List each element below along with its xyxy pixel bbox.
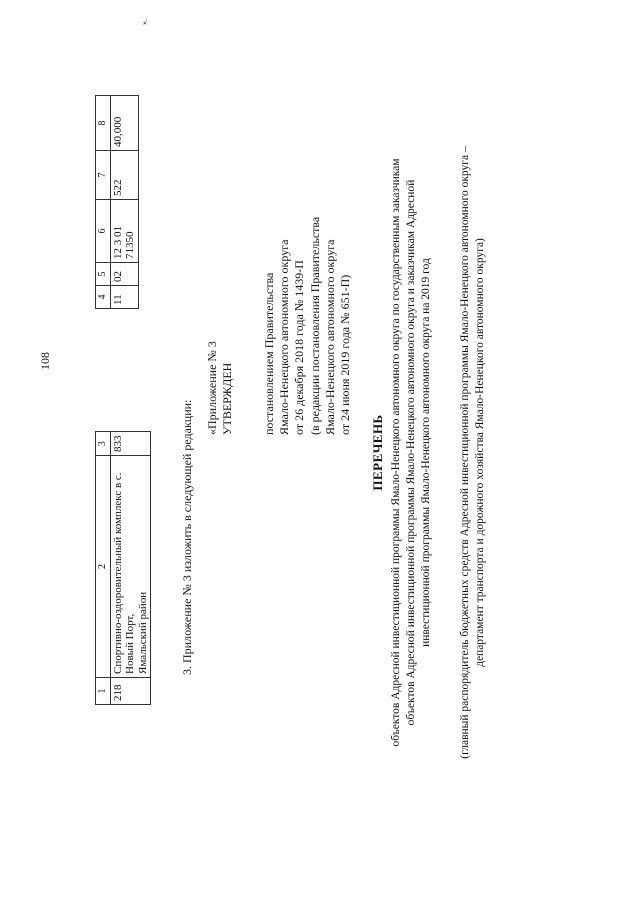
decree-line: Ямало-Ненецкого автономного округа (322, 239, 337, 435)
value-cell: 522 (110, 151, 138, 200)
table-row (110, 432, 151, 705)
objects-table-part2 (95, 95, 139, 309)
header-cell: 5 (96, 263, 111, 286)
table-header-row (96, 96, 111, 309)
amendment-instruction: 3. Приложение № 3 изложить в следующей редакции: (180, 399, 194, 675)
document-title: ПЕРЕЧЕНЬ (370, 414, 385, 491)
header-cell: 2 (96, 456, 111, 678)
header-cell: 7 (96, 151, 111, 200)
table-header-row (96, 432, 111, 705)
header-cell: 6 (96, 200, 111, 263)
object-district-line: Ямальский район (136, 591, 149, 674)
page-number: 108 (38, 352, 52, 370)
note-line: департамент транспорта и дорожного хозяйства Ямало-Ненецкого автономного округа) (473, 238, 486, 667)
header-cell: 4 (96, 286, 111, 309)
subtitle-line: объектов Адресной инвестиционной программы Ямало-Ненецкого автономного округа и заказчикам Адресной (404, 179, 417, 726)
appendix-label: «Приложение № 3 (205, 341, 219, 435)
value-cell: 833 (110, 432, 151, 456)
header-cell: 3 (96, 432, 111, 456)
decree-line: (в редакции постановления Правительства (307, 216, 322, 435)
subtitle-line: объектов Адресной инвестиционной программы Ямало-Ненецкого автономного округа по государственным заказчикам (390, 158, 402, 747)
value-cell: 02 (110, 263, 138, 286)
decree-line: от 24 июня 2019 года № 651-П) (338, 274, 353, 435)
header-cell: 8 (96, 96, 111, 151)
row-number-cell: 218 (110, 678, 151, 705)
object-name-line: Спортивно-оздоровительный комплекс в с. Новый Порт, (111, 472, 137, 674)
value-cell: 12 3 01 71350 (110, 200, 138, 263)
subtitle-line: инвестиционной программы Ямало-Ненецкого автономного округа на 2019 год (419, 258, 432, 647)
object-name-cell (110, 456, 151, 678)
note-line: (главный распорядитель бюджетных средств Адресной инвестиционной программы Ямало-Ненецкого автономного округа – (459, 146, 471, 759)
decree-line: Ямало-Ненецкого автономного округа (277, 239, 292, 435)
header-cell: 1 (96, 678, 111, 705)
table-row (110, 96, 138, 309)
budget-holder-note (458, 60, 488, 845)
closing-quote-mark: ». (140, 19, 149, 25)
decree-reference-block (262, 0, 353, 435)
document-subtitle (389, 60, 434, 845)
value-cell: 40,000 (110, 96, 138, 151)
appendix-approval-block (205, 341, 235, 435)
objects-table-part1 (95, 432, 151, 706)
approved-label: УТВЕРЖДЕН (220, 362, 234, 435)
decree-line: от 26 декабря 2018 года № 1439-П (292, 260, 307, 435)
decree-line: постановлением Правительства (262, 272, 276, 435)
value-cell: 11 (110, 286, 138, 309)
